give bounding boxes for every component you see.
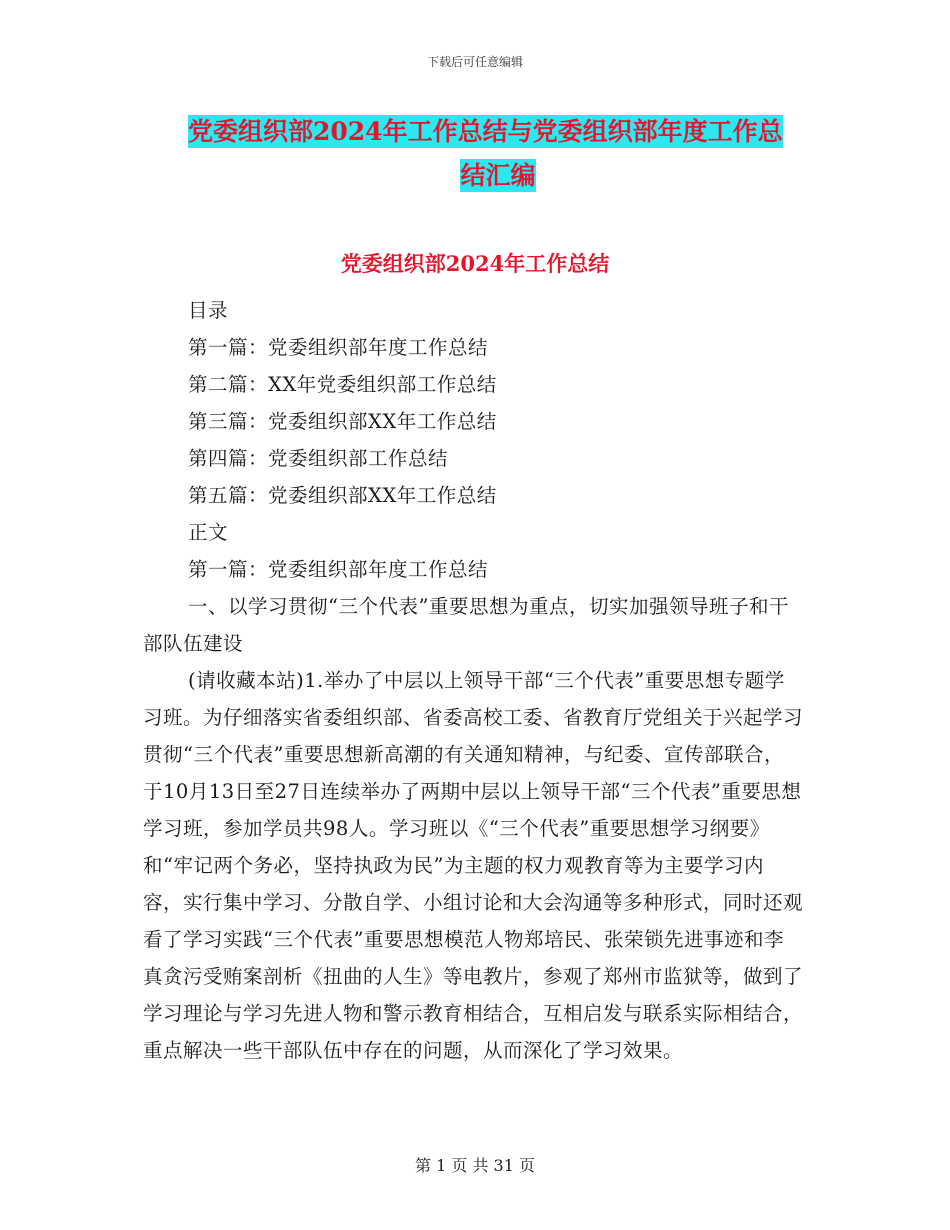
document-body <box>143 292 803 1069</box>
section-title: 第一篇：党委组织部年度工作总结 <box>188 558 489 581</box>
toc-heading: 目录 <box>188 299 229 322</box>
toc-item: 第四篇：党委组织部工作总结 <box>188 447 449 470</box>
document-title <box>188 110 808 198</box>
toc-item: 第一篇：党委组织部年度工作总结 <box>188 336 489 359</box>
heading-1: 一、以学习贯彻“三个代表”重要思想为重点，切实加强领导班子和干部队伍建设 <box>143 595 789 655</box>
paragraph-1: (请收藏本站)1.举办了中层以上领导干部“三个代表”重要思想专题学习班。为仔细落实省委组织部、省委高校工委、省教育厅党组关于兴起学习贯彻“三个代表”重要思想新高潮的有关通知精神，与纪委、宣传部联合，于10月13日至27日连续举办了两期中层以上领导干部“三个代表”重要思想学习班，参加学员共98人。学习班以《“三个代表”重要思想学习纲要》和“牢记两个务必，坚持执政为民”为主题的权力观教育等为主要学习内容，实行集中学习、分散自学、小组讨论和大会沟通等多种形式，同时还观看了学习实践“三个代表”重要思想模范人物郑培民、张荣锁先进事迹和李真贪污受贿案剖析《扭曲的人生》等电教片，参观了郑州市监狱等，做到了学习理论与学习先进人物和警示教育相结合，互相启发与联系实际相结合，重点解决一些干部队伍中存在的问题，从而深化了学习效果。 <box>143 669 804 1062</box>
toc-item: 第二篇：XX年党委组织部工作总结 <box>188 373 497 396</box>
section-subtitle: 党委组织部2024年工作总结 <box>340 251 610 276</box>
toc-item: 第三篇：党委组织部XX年工作总结 <box>188 410 497 433</box>
toc-item: 第五篇：党委组织部XX年工作总结 <box>188 484 497 507</box>
title-line-1: 党委组织部2024年工作总结与党委组织部年度工作总 <box>188 117 783 146</box>
title-line-2: 结汇编 <box>460 161 536 190</box>
page-footer: 第 1 页 共 31 页 <box>415 1156 535 1175</box>
header-note: 下载后可任意编辑 <box>426 55 523 69</box>
body-label: 正文 <box>188 521 229 544</box>
